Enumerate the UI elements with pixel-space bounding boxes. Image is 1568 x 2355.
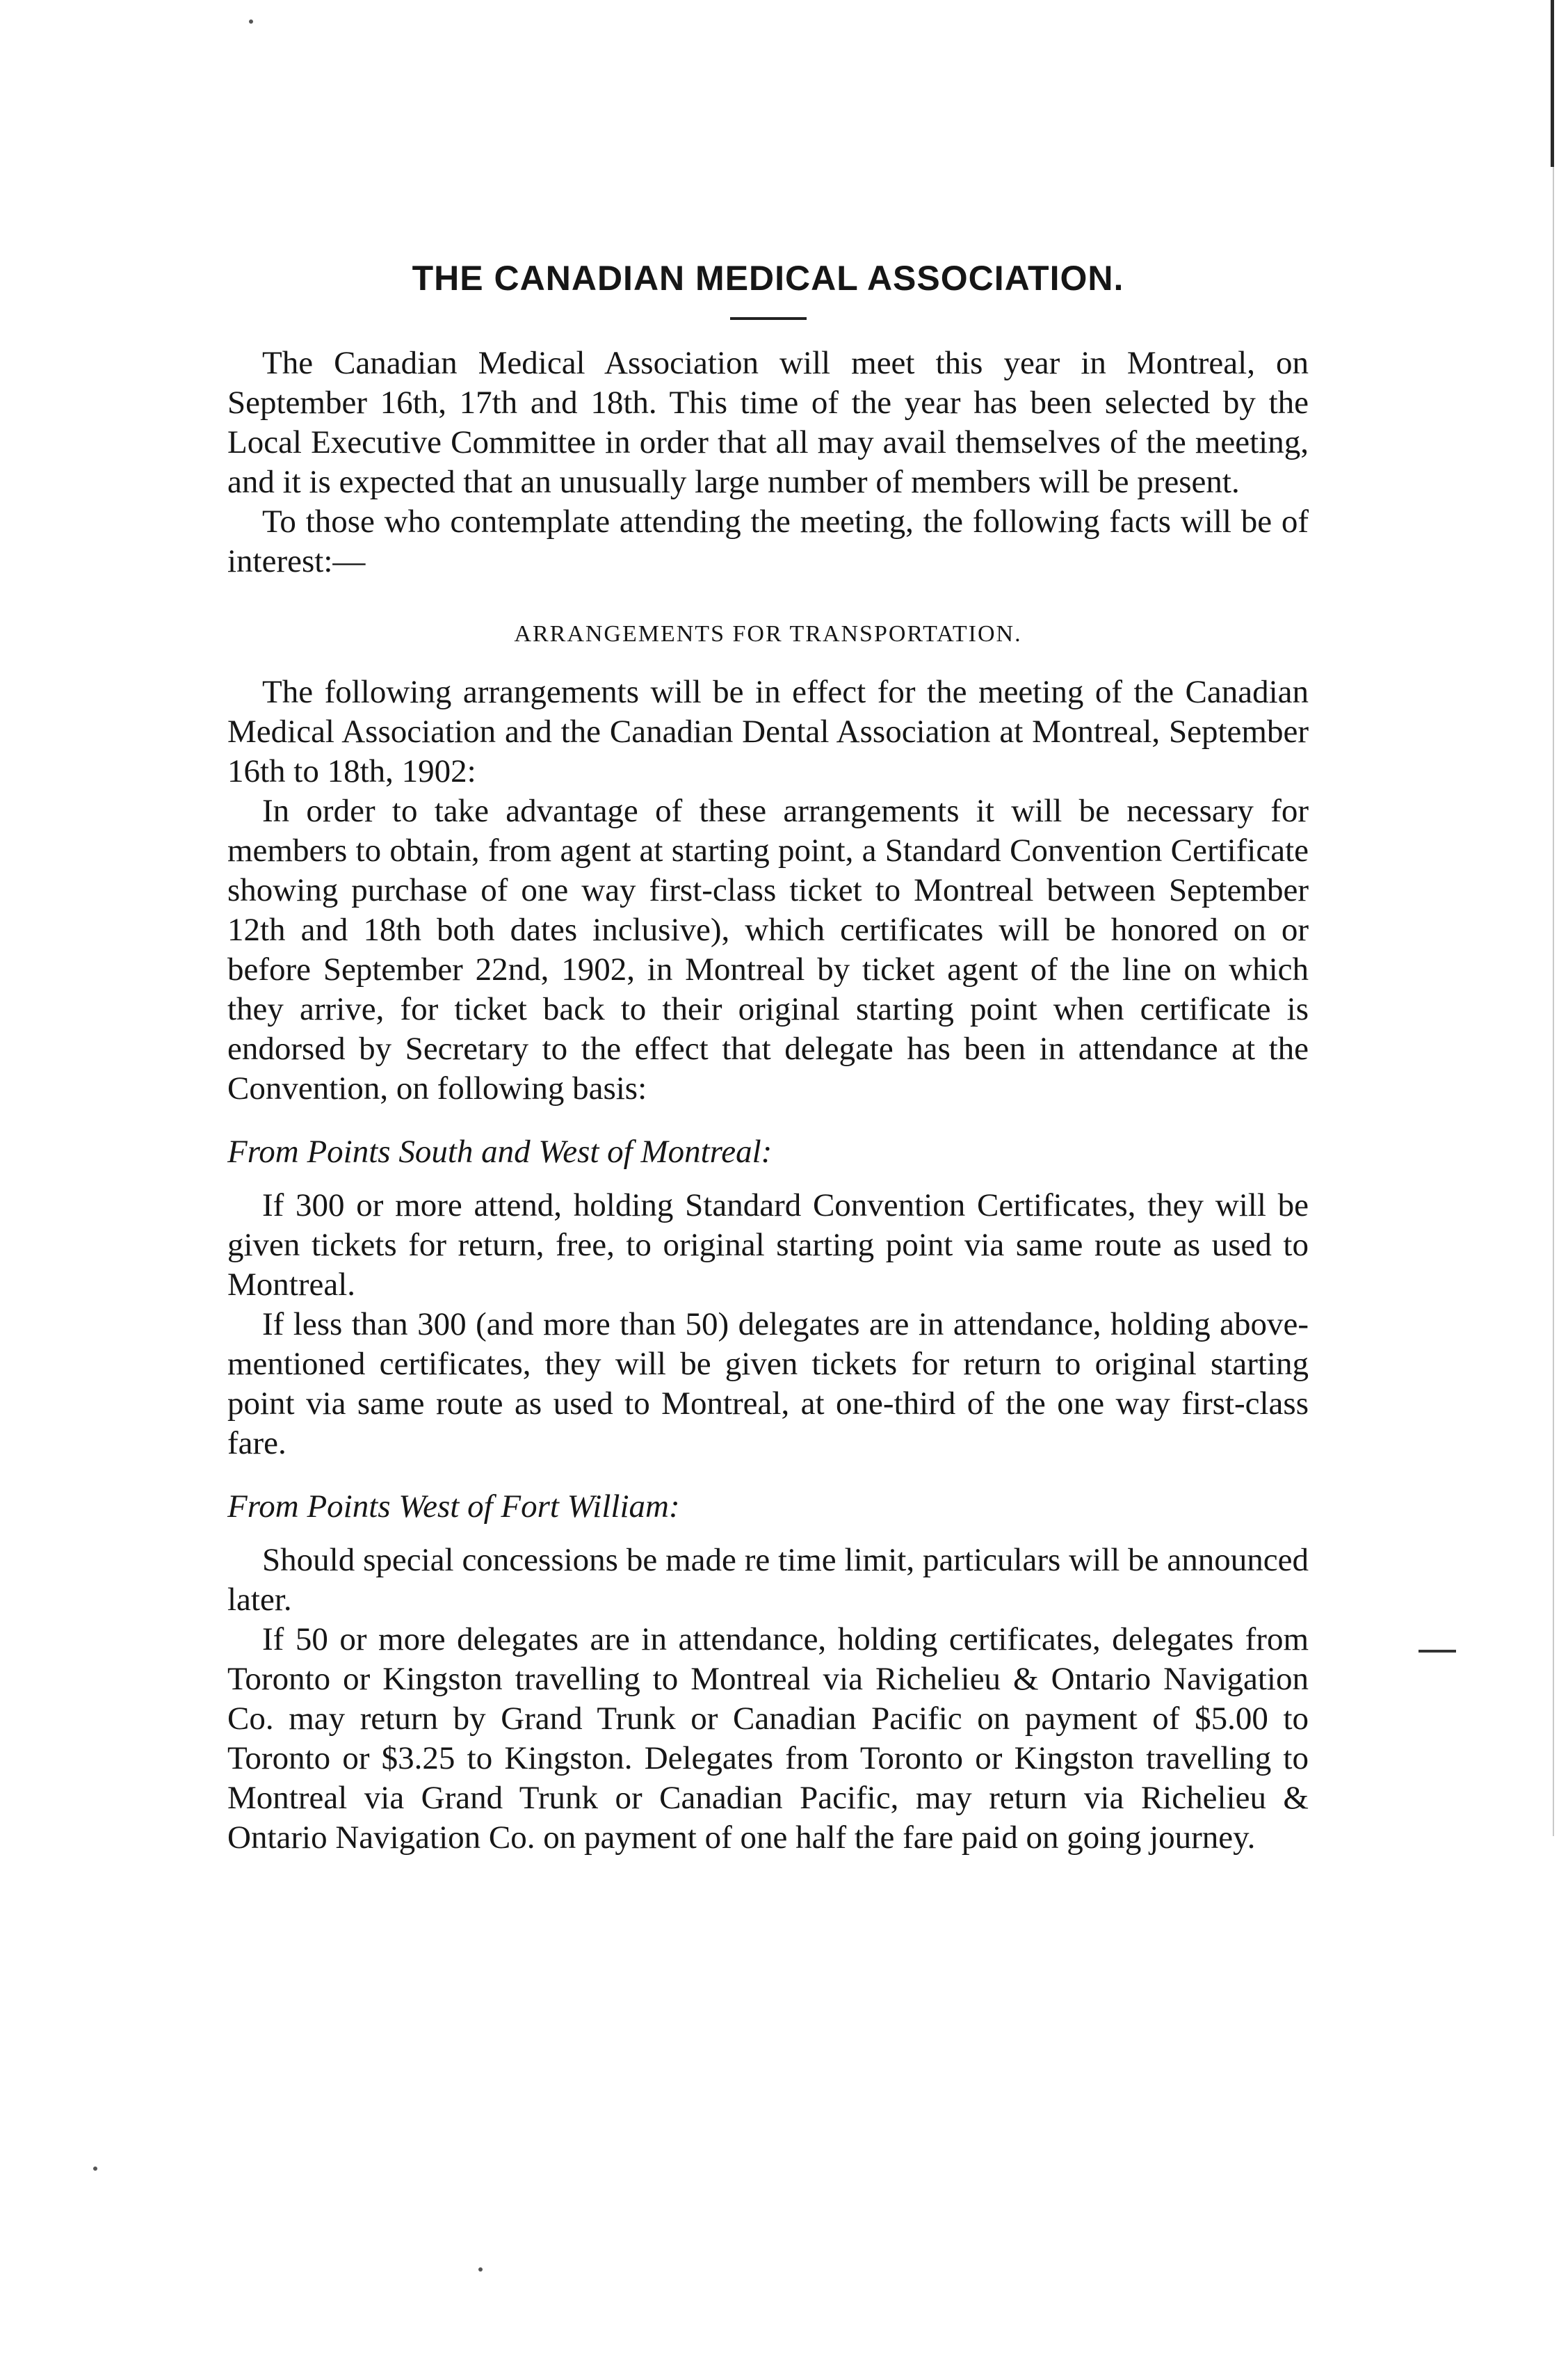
subheading-fort-william: From Points West of Fort William: (227, 1488, 680, 1525)
scan-speck (93, 2167, 97, 2171)
intro-paragraph: To those who contemplate attending the meeting, the following facts will be of interest:— (227, 504, 1309, 579)
article-title: THE CANADIAN MEDICAL ASSOCIATION. (412, 259, 1124, 298)
south-west-paragraph: If 300 or more attend, holding Standard Convention Certificates, they will be given tickets for return, free, to original starting point via same route as used to Montreal. (227, 1187, 1309, 1303)
scan-speck (249, 19, 253, 24)
fort-william-paragraph: Should special concessions be made re time limit, particulars will be announced later. (227, 1541, 1309, 1618)
south-west-paragraph: If less than 300 (and more than 50) delegates are in attendance, holding above-mentioned certificates, they will be given tickets for return to original starting point via same route as used to Montreal, at one-third of the one way first-class fare. (227, 1305, 1309, 1461)
intro-paragraph: The Canadian Medical Association will meet this year in Montreal, on September 16th, 17th and 18th. This time of the year has been selected by the Local Executive Committee in order that all may avail themselves of the meeting, and it is expected that an unusually large number of members will be present. (227, 345, 1309, 500)
scan-speck (478, 2267, 483, 2272)
scan-edge-shadow (1553, 167, 1554, 1836)
section-heading-transportation: ARRANGEMENTS FOR TRANSPORTATION. (514, 621, 1022, 647)
margin-dash-mark (1419, 1650, 1456, 1653)
title-rule (730, 317, 807, 320)
transport-paragraph: The following arrangements will be in effect for the meeting of the Canadian Medical Association and the Canadian Dental Association at Montreal, September 16th to 18th, 1902: (227, 673, 1309, 789)
fort-william-paragraph: If 50 or more delegates are in attendance, holding certificates, delegates from Toronto or Kingston travelling to Montreal via Richelieu & Ontario Navigation Co. may return by Grand Trunk or Canadian Pacific on payment of $5.00 to Toronto or $3.25 to Kingston. Delegates from Toronto or Kingston travelling to Montreal via Grand Trunk or Canadian Pacific, may return via Richelieu & Ontario Navigation Co. on payment of one half the fare paid on going journey. (227, 1621, 1309, 1856)
transport-paragraph: In order to take advantage of these arrangements it will be necessary for members to obtain, from agent at starting point, a Standard Convention Certificate showing purchase of one way first-class ticket to Montreal between September 12th and 18th both dates inclusive), which certificates will be honored on or before September 22nd, 1902, in Montreal by ticket agent of the line on which they arrive, for ticket back to their original starting point when certificate is endorsed by Secretary to the effect that delegate has been in attendance at the Convention, on following basis: (227, 792, 1309, 1107)
article-column (227, 257, 1309, 1858)
scan-edge-line (1551, 0, 1554, 167)
subheading-south-west: From Points South and West of Montreal: (227, 1133, 773, 1170)
